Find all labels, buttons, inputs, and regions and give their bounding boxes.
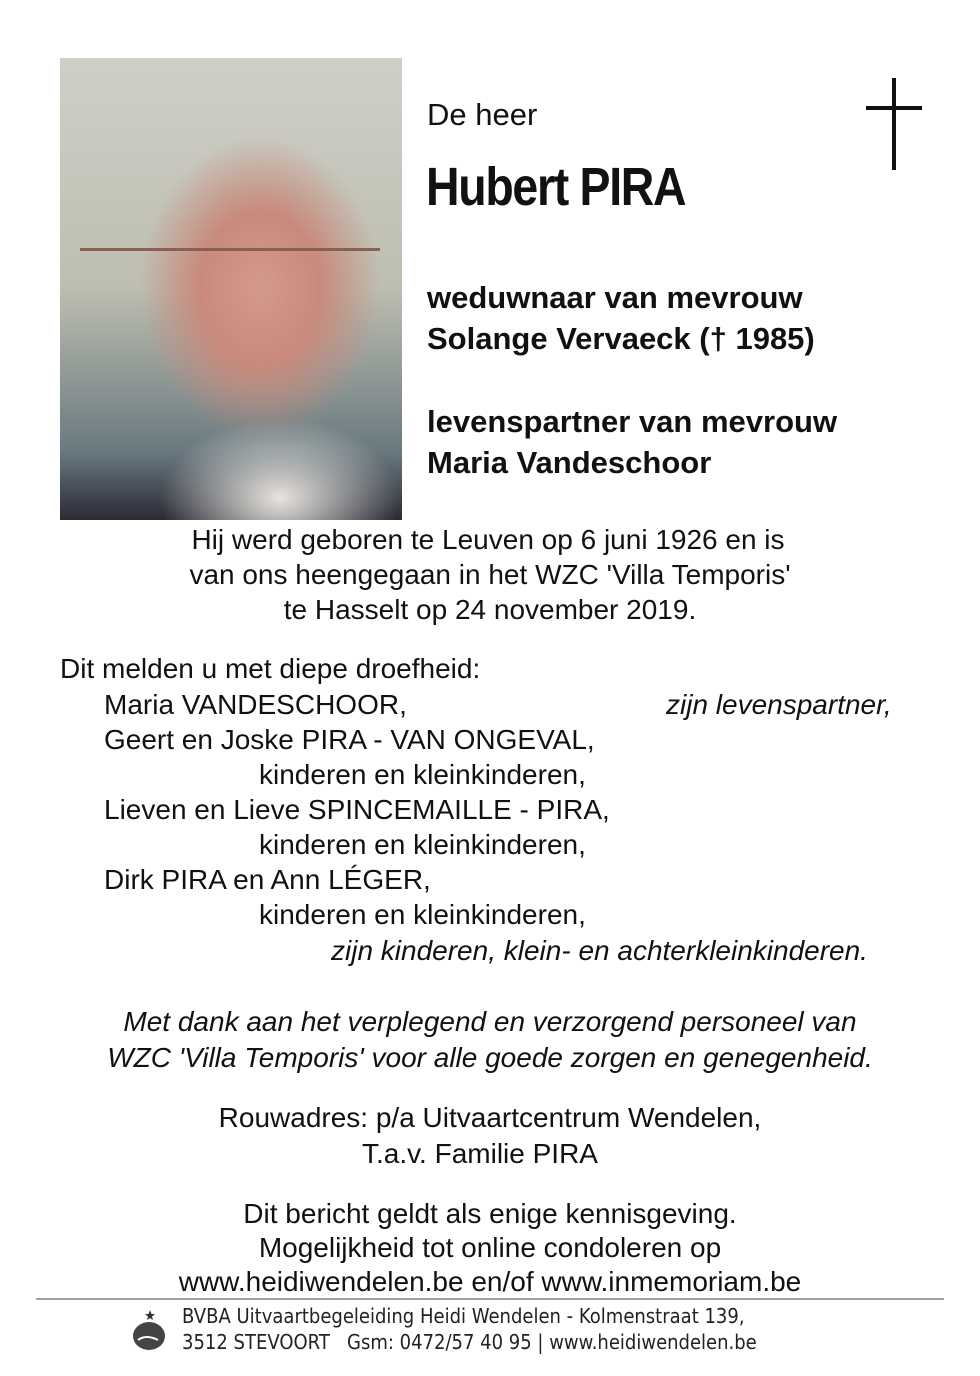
relation-line: Solange Vervaeck († 1985) <box>427 321 815 356</box>
funeral-home-logo-icon <box>132 1310 166 1350</box>
announce-intro: Dit melden u met diepe droefheid: <box>60 653 481 684</box>
cross-icon <box>866 78 922 170</box>
family-role: kinderen en kleinkinderen, <box>259 829 586 860</box>
footer-line: 3512 STEVOORT Gsm: 0472/57 40 95 | www.heidiwendelen.be <box>182 1330 757 1354</box>
birth-line: Hij werd geboren te Leuven op 6 juni 1926 en is <box>191 524 785 555</box>
relation-line: Maria Vandeschoor <box>427 445 712 480</box>
notice-line: www.heidiwendelen.be en/of www.inmemoriam.be <box>178 1266 802 1297</box>
birth-line: van ons heengegaan in het WZC 'Villa Temporis' <box>189 559 791 590</box>
deceased-name: Hubert PIRA <box>426 157 686 217</box>
thanks-line: WZC 'Villa Temporis' voor alle goede zorgen en genegenheid. <box>107 1042 873 1073</box>
address-line: Rouwadres: p/a Uitvaartcentrum Wendelen, <box>218 1102 762 1133</box>
footer-line: BVBA Uitvaartbegeleiding Heidi Wendelen - Kolmenstraat 139, <box>182 1304 745 1328</box>
glasses <box>80 248 380 341</box>
portrait-photo <box>60 58 402 520</box>
relation-line: levenspartner van mevrouw <box>427 404 838 439</box>
notice-line: Mogelijkheid tot online condoleren op <box>258 1232 722 1263</box>
thanks-line: Met dank aan het verplegend en verzorgend personeel van <box>123 1006 857 1037</box>
family-role: kinderen en kleinkinderen, <box>259 899 586 930</box>
family-names: Geert en Joske PIRA - VAN ONGEVAL, <box>104 724 595 755</box>
family-role: kinderen en kleinkinderen, <box>259 759 586 790</box>
relation-line: weduwnaar van mevrouw <box>427 280 803 315</box>
partner-role: zijn levenspartner, <box>666 689 892 720</box>
birth-line: te Hasselt op 24 november 2019. <box>283 594 697 625</box>
footer <box>182 1303 757 1355</box>
partner-name: Maria VANDESCHOOR, <box>104 689 407 720</box>
announce-closing: zijn kinderen, klein- en achterkleinkinderen. <box>331 935 868 966</box>
address-line: T.a.v. Familie PIRA <box>362 1138 598 1169</box>
family-names: Lieven en Lieve SPINCEMAILLE - PIRA, <box>104 794 610 825</box>
title-prefix: De heer <box>427 97 538 132</box>
family-names: Dirk PIRA en Ann LÉGER, <box>104 864 431 895</box>
notice-line: Dit bericht geldt als enige kennisgeving. <box>243 1198 737 1229</box>
footer-divider <box>36 1298 944 1300</box>
